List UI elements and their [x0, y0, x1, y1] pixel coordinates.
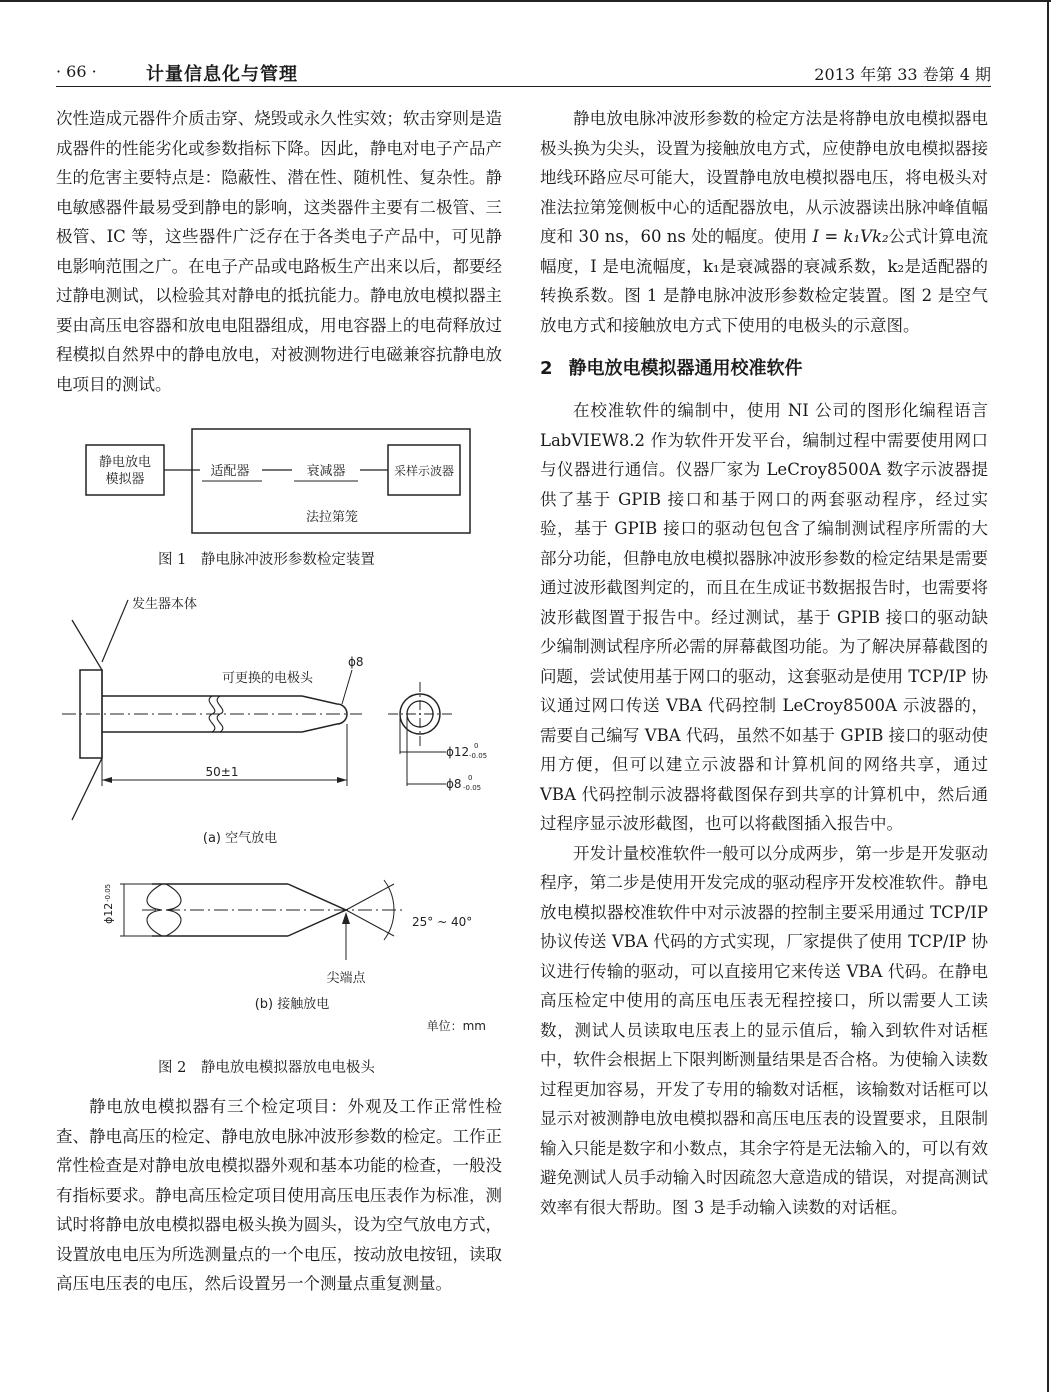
- adapter-label: 适配器: [210, 464, 250, 479]
- phi8-top-label: ϕ8: [348, 655, 364, 669]
- scope-label: 采样示波器: [393, 464, 455, 478]
- figure-1-caption: 图 1 静电脉冲波形参数检定装置: [158, 552, 375, 568]
- phi8-tol-upper: 0: [468, 774, 473, 782]
- simulator-label-2: 模拟器: [105, 472, 145, 487]
- body-paragraph: [540, 104, 988, 340]
- body-paragraph: 静电放电模拟器有三个检定项目：外观及工作正常性检查、静电高压的检定、静电放电脉冲波形参数的检定。工作正常性检查是对静电放电模拟器外观和基本功能的检查，一般没有指标要求。静电高压检定项目使用高压电压表作为标准，测试时将静电放电模拟器电极头换为圆头，设为空气放电方式，设置放电电压为所选测量点的一个电压，按动放电按钮，读取高压电压表的电压，然后设置另一个测量点重复测量。: [56, 1097, 502, 1293]
- unit-label: 单位：mm: [426, 1019, 486, 1033]
- sub-caption-b: (b) 接触放电: [254, 997, 330, 1012]
- phi12-tol-lower: -0.05: [469, 752, 488, 760]
- simulator-label-1: 静电放电: [98, 455, 152, 470]
- header-rule: [56, 86, 991, 87]
- section-number: 2: [540, 358, 553, 379]
- page-border-top: [0, 0, 1051, 2]
- journal-name: 计量信息化与管理: [146, 64, 298, 85]
- attenuator-label: 衰减器: [306, 464, 346, 479]
- phi8-label: ϕ8: [446, 777, 462, 791]
- arrow-left: [102, 777, 112, 783]
- tip-arrow: [342, 912, 350, 924]
- current-formula: I = k₁Vk₂: [812, 227, 889, 246]
- tip-label: 尖端点: [326, 971, 366, 986]
- arrow-right: [337, 777, 347, 783]
- body-paragraph: 开发计量校准软件一般可以分成两步，第一步是开发驱动程序，第二步是使用开发完成的驱动程序开发校准软件。静电放电模拟器校准软件中对示波器的控制主要采用通过 TCP/IP 协议传送 VBA 代码的方式实现，厂家提供了使用 TCP/IP 协议进行传输的驱动，可以直接用它来传送 VBA 代码。在静电高压检定中使用的高压电压表无程控接口，所以需要人工读数，测试人员读取电压表上的显示值后，输入到软件对话框中，软件会根据上下限判断测量结果是否合格。为使输入读数过程更加容易，开发了专用的输数对话框，该输数对话框可以显示对被测静电放电模拟器和高压电压表的设置要求，且限制输入只能是数字和小数点，其余字符是无法输入的，可以有效避免测试人员手动输入时因疏忽大意造成的错误，对提高测试效率有很大帮助。图 3 是手动输入读数的对话框。: [540, 843, 988, 1217]
- body-paragraph: 次性造成元器件介质击穿、烧毁或永久性实效；软击穿则是造成器件的性能劣化或参数指标下降。因此，静电对电子产品产生的危害主要特点是：隐蔽性、潜在性、随机性、复杂性。静电敏感器件最易受到静电的影响，这类器件主要有二极管、三极管、IC 等，这些器件广泛存在于各类电子产品中，可见静电影响范围之广。在电子产品或电路板生产出来以后，都要经过静电测试，以检验其对静电的抵抗能力。静电放电模拟器主要由高压电容器和放电电阻器组成，用电容器上的电荷释放过程模拟自然界中的静电放电，对被测物进行电磁兼容抗静电放电项目的测试。: [56, 109, 502, 394]
- sub-caption-a: (a) 空气放电: [202, 831, 278, 846]
- section-heading: [540, 354, 988, 384]
- paragraph-text: 静电放电脉冲波形参数的检定方法是将静电放电模拟器电极头换为尖头，设置为接触放电方式，应使静电放电模拟器接地线环路应尽可能大，设置静电放电模拟器电压，将电极头对准法拉第笼侧板中心的适配器放电，从示波器读出脉冲峰值幅度和 30 ns，60 ns 处的幅度。使用: [540, 109, 988, 246]
- electrode-label: 可更换的电极头: [222, 671, 314, 686]
- left-column-top: [56, 104, 502, 399]
- body-paragraph: 在校准软件的编制中，使用 NI 公司的图形化编程语言 LabVIEW8.2 作为软件开发平台，编制过程中需要使用网口与仪器进行通信。仪器厂家为 LeCroy8500A 数字示波器提供了基于 GPIB 接口和基于网口的两套驱动程序，经过实验，基于 GPIB 接口的驱动包包含了编制测试程序所需的大部分功能，但静电放电模拟器脉冲波形参数的检定结果是需要通过波形截图判定的，而且在生成证书数据报告时，也需要将波形截图置于报告中。经过测试，基于 GPIB 接口的驱动缺少编制测试程序所必需的屏幕截图功能。为了解决屏幕截图的问题，尝试使用基于网口的驱动，这套驱动是使用 TCP/IP 协议通过网口传送 VBA 代码控制 LeCroy8500A 示波器的，需要自己编写 VBA 代码，虽然不如基于 GPIB 接口的驱动使用方便，但可以建立示波器和计算机间的网络共享，通过 VBA 代码控制示波器将截图保存到共享的计算机中，然后通过程序显示波形截图，也可以将截图插入报告中。: [540, 401, 988, 833]
- phi12-b-label: ϕ12: [102, 902, 115, 924]
- section-title: 静电放电模拟器通用校准软件: [568, 358, 803, 379]
- left-column-bottom: [56, 1092, 502, 1299]
- figure-2-caption: 图 2 静电放电模拟器放电电极头: [158, 1060, 375, 1076]
- angle-ray: [346, 884, 394, 910]
- simulator-box: [86, 445, 164, 495]
- angle-ray: [346, 910, 394, 936]
- leader-line: [102, 600, 128, 662]
- paragraph-text: 公式计算电流幅度，I 是电流幅度，k₁是衰减器的衰减系数，k₂是适配器的转换系数。图 1 是静电脉冲波形参数检定装置。图 2 是空气放电方式和接触放电方式下使用的电极头的示意图。: [540, 227, 988, 335]
- leader-line: [342, 670, 352, 704]
- generator-label: 发生器本体: [132, 597, 198, 612]
- page-border-right: [1047, 0, 1049, 1392]
- phi12-tol-upper: 0: [474, 742, 479, 750]
- right-column: [540, 104, 988, 1222]
- figure-2-diagram: [62, 590, 492, 1040]
- running-header: [56, 56, 991, 88]
- length-label: 50±1: [205, 765, 239, 779]
- phi12-b-tol: -0.05: [104, 883, 112, 902]
- issue-info: 2013 年第 33 卷第 4 期: [814, 65, 991, 84]
- generator-body: [72, 620, 102, 820]
- faraday-cage-label: 法拉第笼: [305, 510, 359, 525]
- phi12-label: ϕ12: [446, 745, 470, 759]
- page-number: · 66 ·: [56, 62, 97, 81]
- figure-1-diagram: [70, 425, 490, 540]
- phi8-tol-lower: -0.05: [463, 784, 482, 792]
- angle-label: 25° ~ 40°: [412, 915, 473, 929]
